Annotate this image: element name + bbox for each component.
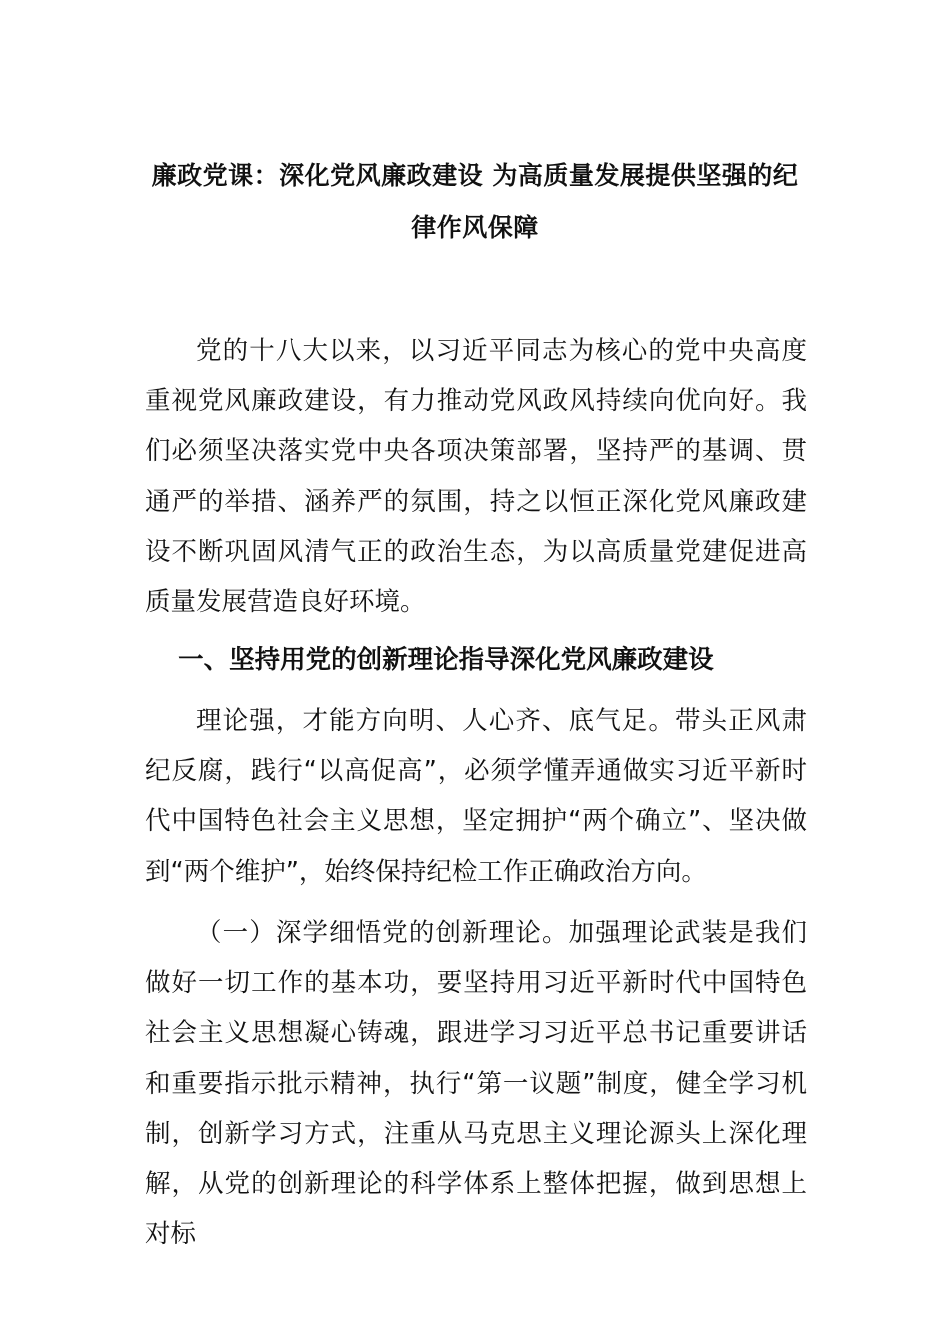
- subsection-paragraph: （一）深学细悟党的创新理论。加强理论武装是我们做好一切工作的基本功，要坚持用习近平新时代中国特色社会主义思想凝心铸魂，跟进学习习近平总书记重要讲话和重要指示批示精神，执行“第一议题”制度，健全学习机制，创新学习方式，注重从马克思主义理论源头上深化理解，从党的创新理论的科学体系上整体把握，做到思想上对标: [145, 918, 807, 1250]
- intro-paragraph: 党的十八大以来，以习近平同志为核心的党中央高度重视党风廉政建设，有力推动党风政风持续向优向好。我们必须坚决落实党中央各项决策部署，坚持严的基调、贯通严的举措、涵养严的氛围，持之以恒正深化党风廉政建设不断巩固风清气正的政治生态，为以高质量党建促进高质量发展营造良好环境。: [145, 336, 807, 618]
- document-title: 廉政党课：深化党风廉政建设 为高质量发展提供坚强的纪律作风保障: [151, 161, 799, 242]
- section-heading: 一、坚持用党的创新理论指导深化党风廉政建设: [178, 645, 714, 675]
- section-body-paragraph: 理论强，才能方向明、人心齐、底气足。带头正风肃纪反腐，践行“以高促高”，必须学懂弄通做实习近平新时代中国特色社会主义思想，坚定拥护“两个确立”、坚决做到“两个维护”，始终保持纪检工作正确政治方向。: [145, 706, 807, 887]
